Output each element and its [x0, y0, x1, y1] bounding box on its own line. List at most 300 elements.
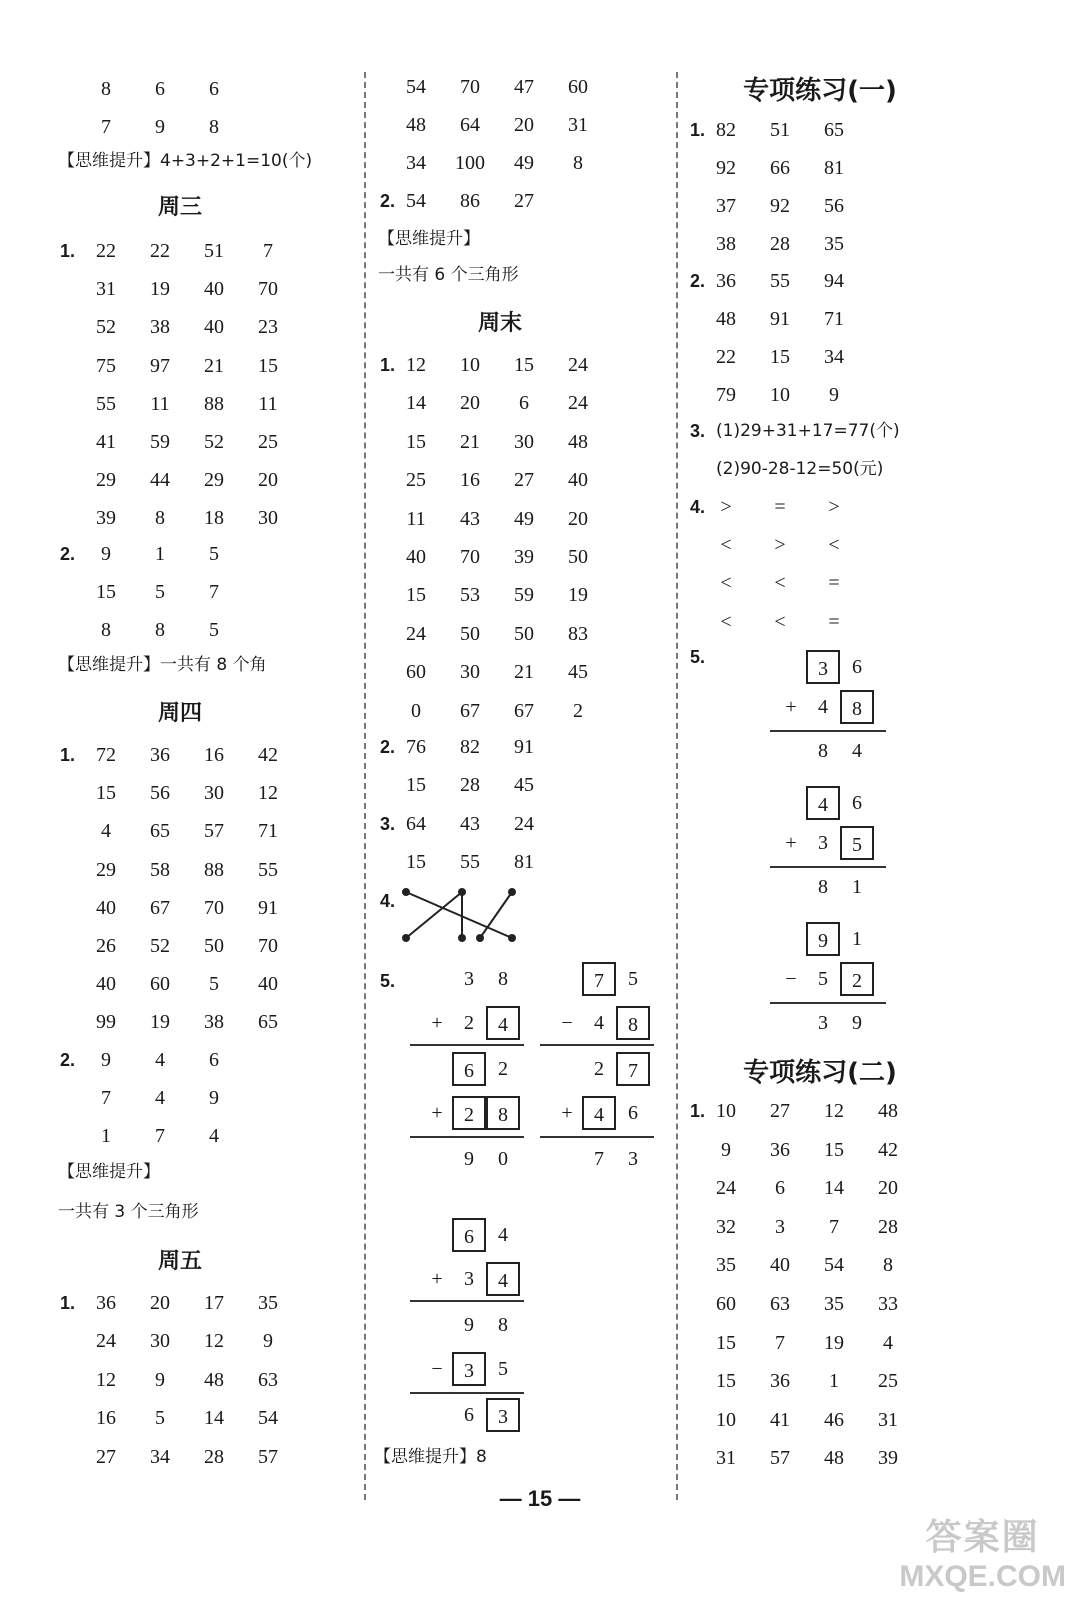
answer-cell: 15 [406, 774, 426, 796]
answer-cell: 60 [406, 661, 426, 684]
answer-cell: 36 [770, 1370, 790, 1393]
answer-cell: 14 [406, 392, 426, 415]
question-number: 1. [60, 745, 76, 765]
question-number: 5. [690, 647, 706, 667]
matching-dot [508, 934, 516, 942]
answer-cell: 9 [721, 1138, 731, 1161]
answer-cell: 31 [96, 278, 116, 301]
digit: 6 [628, 1102, 638, 1124]
answer-cell: 12 [258, 782, 278, 805]
answer-cell: 36 [716, 270, 736, 292]
answer-cell: 20 [514, 114, 534, 136]
question-number: 3. [380, 814, 396, 834]
answer-cell: 7 [829, 1215, 839, 1238]
answer-cell: 40 [258, 973, 278, 996]
answer-cell: 15 [96, 581, 116, 603]
answer-cell: 40 [204, 316, 224, 339]
answer-box: 4 [582, 1096, 616, 1130]
column-3 [690, 0, 990, 1600]
answer-cell: 19 [150, 278, 170, 301]
answer-cell: 34 [150, 1445, 170, 1468]
answer-cell: 14 [824, 1177, 844, 1200]
answer-cell: 75 [96, 354, 116, 377]
answer-cell: 35 [258, 1292, 278, 1314]
answer-cell: 44 [150, 469, 170, 492]
answer-cell: 51 [770, 119, 790, 141]
digit: 5 [818, 968, 828, 990]
digit: 8 [498, 1314, 508, 1336]
answer-cell: < [720, 534, 732, 557]
answer-cell: 28 [460, 774, 480, 796]
answer-cell: 57 [770, 1447, 790, 1470]
digit: 4 [852, 740, 862, 762]
question-number: 2. [60, 544, 76, 564]
section-title-special-1: 专项练习(一) [743, 76, 897, 106]
answer-cell: 27 [514, 469, 534, 492]
answer-cell: 35 [824, 1293, 844, 1315]
digit: 7 [594, 1148, 604, 1170]
answer-cell: 7 [263, 240, 273, 262]
answer-cell: 10 [716, 1100, 736, 1122]
answer-cell: 9 [209, 1087, 219, 1109]
answer-cell: 5 [155, 581, 165, 603]
answer-cell: 0 [411, 699, 421, 722]
answer-cell: 10 [770, 384, 790, 406]
answer-cell: 22 [716, 346, 736, 368]
answer-cell: 47 [514, 76, 534, 98]
question-number: 2. [380, 737, 396, 757]
digit: 4 [594, 1012, 604, 1034]
answer-box: 6 [452, 1052, 486, 1086]
answer-cell: 40 [568, 469, 588, 492]
answer-cell: 9 [101, 1049, 111, 1071]
answer-box: 6 [452, 1218, 486, 1252]
answer-cell: 99 [96, 1011, 116, 1034]
answer-cell: 20 [150, 1292, 170, 1314]
answer-cell: 49 [514, 507, 534, 530]
answer-cell: 15 [770, 346, 790, 368]
matching-dot [476, 934, 484, 942]
operator: − [431, 1358, 443, 1380]
answer-cell: 52 [96, 316, 116, 339]
answer-cell: 60 [150, 973, 170, 996]
answer-cell: 65 [150, 820, 170, 843]
answer-cell: 50 [514, 622, 534, 645]
answer-cell: 57 [204, 820, 224, 843]
answer-cell: 24 [96, 1330, 116, 1353]
answer-cell: 34 [824, 346, 844, 368]
answer-cell: 71 [258, 820, 278, 843]
answer-cell: 6 [155, 78, 165, 100]
answer-box: 7 [582, 962, 616, 996]
question-number: 2. [60, 1050, 76, 1070]
calc-rule [410, 1392, 524, 1394]
answer-cell: 29 [204, 469, 224, 492]
operator: − [785, 968, 797, 990]
answer-cell: 72 [96, 744, 116, 766]
answer-cell: 4 [101, 820, 111, 843]
answer-cell: 15 [406, 584, 426, 607]
answer-cell: 38 [204, 1011, 224, 1034]
answer-cell: 8 [883, 1254, 893, 1277]
answer-cell: 82 [460, 736, 480, 758]
answer-cell: 97 [150, 354, 170, 377]
answer-cell: 5 [209, 973, 219, 996]
answer-cell: 8 [101, 78, 111, 100]
answer-cell: 25 [406, 469, 426, 492]
word-problem-answer: (1)29+31+17=77(个) [716, 421, 900, 441]
answer-cell: 49 [514, 152, 534, 174]
thinking-label: 【思维提升】 [58, 1162, 160, 1182]
answer-cell: = [828, 572, 840, 595]
answer-cell: 7 [209, 581, 219, 603]
section-title-wednesday: 周三 [157, 195, 202, 220]
answer-cell: 54 [406, 190, 426, 212]
answer-cell: 11 [150, 392, 170, 415]
answer-cell: 17 [204, 1292, 224, 1314]
answer-cell: 86 [460, 190, 480, 212]
answer-cell: 5 [209, 619, 219, 641]
section-title-thursday: 周四 [157, 701, 202, 726]
answer-cell: 16 [96, 1407, 116, 1430]
answer-cell: 64 [460, 114, 480, 136]
answer-cell: 8 [101, 619, 111, 641]
answer-cell: 53 [460, 584, 480, 607]
answer-cell: 6 [775, 1177, 785, 1200]
digit: 0 [498, 1148, 508, 1170]
calc-rule [540, 1136, 654, 1138]
answer-cell: 7 [155, 1125, 165, 1147]
answer-cell: 48 [406, 114, 426, 136]
answer-cell: 15 [716, 1331, 736, 1354]
answer-cell: 22 [96, 240, 116, 262]
answer-cell: 21 [460, 430, 480, 453]
answer-cell: 20 [878, 1177, 898, 1200]
answer-cell: 20 [460, 392, 480, 415]
answer-cell: 15 [96, 782, 116, 805]
digit: 8 [818, 740, 828, 762]
answer-cell: 4 [209, 1125, 219, 1147]
answer-cell: 19 [824, 1331, 844, 1354]
operator: + [431, 1102, 443, 1124]
thinking-label: 【思维提升】 [378, 229, 480, 249]
answer-cell: 29 [96, 858, 116, 881]
question-number: 1. [60, 241, 76, 261]
answer-cell: 43 [460, 507, 480, 530]
question-number: 1. [380, 355, 396, 375]
answer-cell: 63 [770, 1293, 790, 1315]
answer-cell: 91 [258, 896, 278, 919]
calc-rule [410, 1136, 524, 1138]
matching-dot [402, 888, 410, 896]
answer-cell: 50 [204, 935, 224, 957]
digit: 6 [464, 1404, 474, 1426]
calc-rule [770, 866, 886, 868]
answer-cell: 92 [770, 195, 790, 217]
answer-cell: 55 [96, 392, 116, 415]
question-number: 5. [380, 971, 396, 991]
answer-box: 3 [452, 1352, 486, 1386]
thinking-note: 【思维提升】一共有 8 个角 [58, 655, 267, 675]
answer-cell: 7 [101, 1087, 111, 1109]
answer-cell: 7 [101, 116, 111, 138]
answer-cell: 20 [258, 469, 278, 492]
answer-cell: < [774, 572, 786, 595]
answer-cell: 55 [770, 270, 790, 292]
operator: + [785, 696, 797, 718]
answer-cell: 1 [829, 1370, 839, 1393]
matching-lines-diagram [400, 886, 520, 946]
digit: 4 [498, 1224, 508, 1246]
answer-cell: 92 [716, 157, 736, 179]
section-title-weekend: 周末 [477, 311, 522, 336]
answer-cell: 8 [155, 507, 165, 530]
answer-box: 4 [806, 786, 840, 820]
answer-cell: 19 [568, 584, 588, 607]
answer-cell: 35 [716, 1254, 736, 1277]
answer-cell: 18 [204, 507, 224, 530]
answer-cell: 71 [824, 308, 844, 330]
answer-cell: 24 [568, 354, 588, 376]
answer-cell: 16 [204, 744, 224, 766]
answer-cell: 8 [573, 152, 583, 174]
answer-cell: 46 [824, 1408, 844, 1431]
answer-cell: 28 [878, 1215, 898, 1238]
answer-cell: 38 [716, 233, 736, 255]
operator: + [785, 832, 797, 854]
answer-cell: 51 [204, 240, 224, 262]
answer-cell: 11 [406, 507, 426, 530]
calc-rule [410, 1300, 524, 1302]
question-number: 2. [690, 271, 706, 291]
answer-cell: 52 [150, 935, 170, 957]
answer-cell: 26 [96, 935, 116, 957]
digit: 9 [464, 1148, 474, 1170]
answer-cell: 8 [209, 116, 219, 138]
answer-cell: 5 [155, 1407, 165, 1430]
answer-cell: = [774, 496, 786, 518]
question-number: 2. [380, 191, 396, 211]
answer-cell: 50 [568, 546, 588, 568]
answer-cell: 48 [824, 1447, 844, 1470]
answer-cell: 31 [878, 1408, 898, 1431]
answer-cell: 36 [770, 1138, 790, 1161]
answer-cell: 11 [258, 392, 278, 415]
question-number: 1. [690, 1101, 706, 1121]
answer-box: 4 [486, 1006, 520, 1040]
matching-line [406, 892, 462, 938]
answer-cell: 70 [460, 546, 480, 568]
answer-cell: 15 [406, 851, 426, 873]
answer-cell: 25 [258, 431, 278, 453]
answer-cell: 12 [824, 1100, 844, 1122]
digit: 2 [594, 1058, 604, 1080]
calc-rule [540, 1044, 654, 1046]
answer-cell: 57 [258, 1445, 278, 1468]
answer-cell: 3 [775, 1215, 785, 1238]
digit: 3 [464, 968, 474, 990]
digit: 3 [818, 1012, 828, 1034]
answer-box: 2 [840, 962, 874, 996]
digit: 9 [852, 1012, 862, 1034]
answer-cell: 82 [716, 119, 736, 141]
answer-cell: 28 [770, 233, 790, 255]
answer-cell: 58 [150, 858, 170, 881]
answer-cell: 91 [514, 736, 534, 758]
question-number: 1. [690, 120, 706, 140]
answer-cell: 9 [101, 543, 111, 565]
answer-cell: 7 [775, 1331, 785, 1354]
answer-cell: 36 [96, 1292, 116, 1314]
answer-cell: > [774, 534, 786, 557]
digit: 6 [852, 656, 862, 678]
answer-cell: 81 [824, 157, 844, 179]
answer-cell: 91 [770, 308, 790, 330]
watermark-logo [899, 1509, 1066, 1594]
question-number: 4. [690, 497, 706, 517]
answer-cell: 54 [258, 1407, 278, 1430]
calc-rule [770, 730, 886, 732]
answer-cell: 38 [150, 316, 170, 339]
answer-cell: 83 [568, 622, 588, 645]
answer-cell: 30 [460, 661, 480, 684]
word-problem-answer: (2)90-28-12=50(元) [716, 459, 884, 479]
operator: − [561, 1012, 573, 1034]
matching-dot [402, 934, 410, 942]
answer-cell: 40 [204, 278, 224, 301]
answer-cell: 15 [258, 354, 278, 377]
watermark-line1: 答案圈 [925, 1516, 1040, 1557]
answer-cell: 39 [96, 507, 116, 530]
answer-box: 3 [806, 650, 840, 684]
digit: 3 [464, 1268, 474, 1290]
answer-cell: 67 [460, 699, 480, 722]
answer-cell: 43 [460, 813, 480, 835]
thinking-note: 【思维提升】4+3+2+1=10(个) [58, 151, 313, 171]
answer-cell: 6 [519, 392, 529, 415]
answer-cell: 41 [770, 1408, 790, 1431]
answer-cell: 2 [573, 699, 583, 722]
answer-cell: 12 [406, 354, 426, 376]
answer-cell: 32 [716, 1215, 736, 1238]
answer-cell: 48 [204, 1368, 224, 1391]
answer-cell: 70 [258, 935, 278, 957]
thinking-note: 一共有 3 个三角形 [58, 1202, 199, 1222]
column-2 [374, 0, 680, 1600]
answer-cell: 88 [204, 392, 224, 415]
answer-cell: 5 [209, 543, 219, 565]
answer-box: 4 [486, 1262, 520, 1296]
answer-box: 5 [840, 826, 874, 860]
operator: + [431, 1268, 443, 1290]
answer-cell: < [720, 572, 732, 595]
answer-cell: 39 [878, 1447, 898, 1470]
operator: + [561, 1102, 573, 1124]
answer-cell: 31 [716, 1447, 736, 1470]
answer-cell: 15 [406, 430, 426, 453]
question-number: 3. [690, 421, 706, 441]
answer-cell: 24 [568, 392, 588, 415]
answer-cell: 39 [514, 546, 534, 568]
answer-cell: 16 [460, 469, 480, 492]
column-divider-1 [364, 72, 366, 1500]
section-title-special-2: 专项练习(二) [743, 1058, 897, 1088]
calc-rule [410, 1044, 524, 1046]
answer-cell: 37 [716, 195, 736, 217]
answer-cell: 40 [96, 973, 116, 996]
answer-box: 8 [616, 1006, 650, 1040]
answer-cell: 67 [514, 699, 534, 722]
answer-cell: 41 [96, 431, 116, 453]
answer-cell: 21 [204, 354, 224, 377]
answer-cell: 12 [204, 1330, 224, 1353]
digit: 3 [818, 832, 828, 854]
answer-cell: 40 [96, 896, 116, 919]
answer-cell: 29 [96, 469, 116, 492]
answer-cell: 79 [716, 384, 736, 406]
answer-cell: 24 [406, 622, 426, 645]
answer-cell: 81 [514, 851, 534, 873]
answer-cell: 9 [155, 1368, 165, 1391]
section-title-friday: 周五 [157, 1249, 202, 1274]
answer-cell: 48 [568, 430, 588, 453]
answer-cell: 76 [406, 736, 426, 758]
answer-cell: 12 [96, 1368, 116, 1391]
answer-cell: 15 [716, 1370, 736, 1393]
answer-cell: 27 [96, 1445, 116, 1468]
answer-cell: 9 [155, 116, 165, 138]
digit: 6 [852, 792, 862, 814]
answer-cell: 63 [258, 1368, 278, 1391]
digit: 2 [498, 1058, 508, 1080]
answer-cell: 20 [568, 507, 588, 530]
answer-cell: 48 [716, 308, 736, 330]
answer-cell: 35 [824, 233, 844, 255]
answer-cell: 56 [824, 195, 844, 217]
answer-cell: 6 [209, 1049, 219, 1071]
digit: 2 [464, 1012, 474, 1034]
answer-cell: 8 [155, 619, 165, 641]
digit: 5 [498, 1358, 508, 1380]
digit: 8 [498, 968, 508, 990]
answer-cell: 25 [878, 1370, 898, 1393]
answer-cell: 50 [460, 622, 480, 645]
answer-cell: 42 [878, 1138, 898, 1161]
answer-cell: 33 [878, 1293, 898, 1315]
answer-cell: 10 [460, 354, 480, 376]
answer-box: 7 [616, 1052, 650, 1086]
answer-cell: 4 [883, 1331, 893, 1354]
answer-cell: 6 [209, 78, 219, 100]
answer-cell: 54 [824, 1254, 844, 1277]
answer-cell: 30 [514, 430, 534, 453]
digit: 1 [852, 928, 862, 950]
answer-cell: 45 [568, 661, 588, 684]
answer-box: 2 [452, 1096, 486, 1130]
answer-cell: > [720, 496, 732, 518]
answer-cell: 10 [716, 1408, 736, 1431]
answer-cell: 70 [460, 76, 480, 98]
operator: + [431, 1012, 443, 1034]
answer-cell: 15 [824, 1138, 844, 1161]
answer-cell: 24 [514, 813, 534, 835]
digit: 8 [818, 876, 828, 898]
answer-cell: 66 [770, 157, 790, 179]
page-number: — 15 — [499, 1486, 581, 1511]
answer-cell: 30 [258, 507, 278, 530]
digit: 1 [852, 876, 862, 898]
answer-cell: 9 [829, 384, 839, 406]
